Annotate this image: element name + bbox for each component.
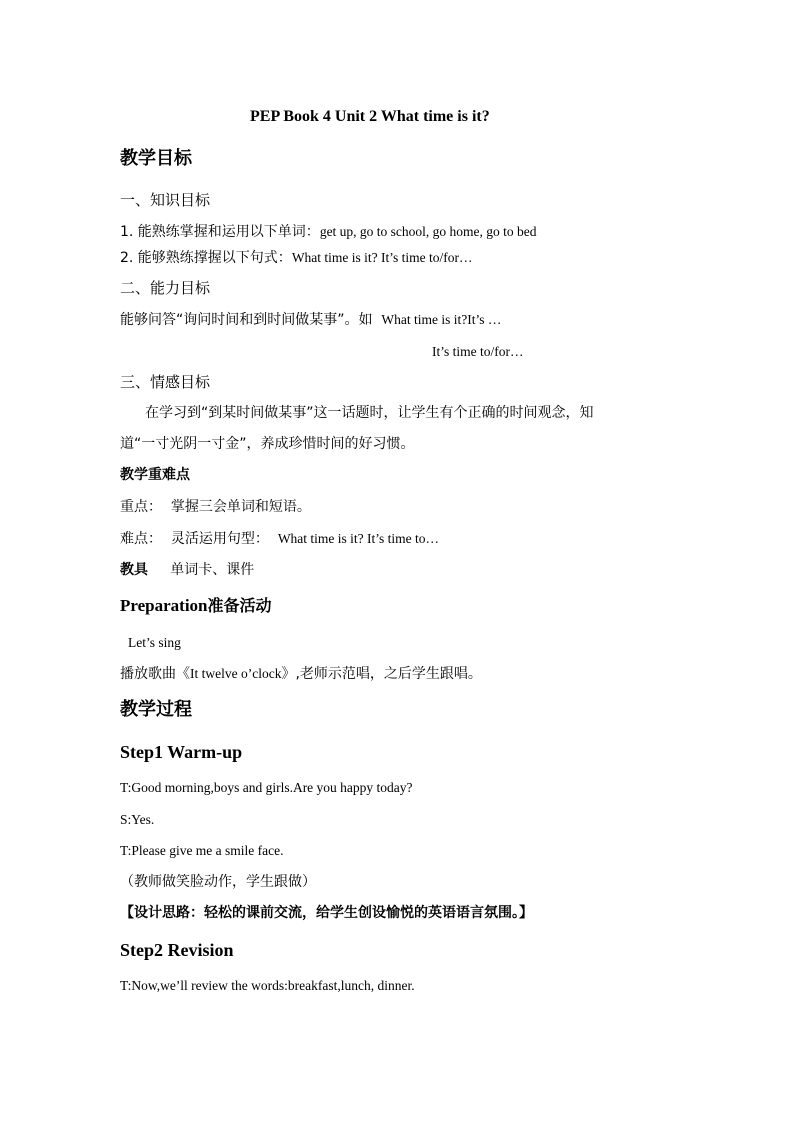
process-heading: 教学过程 [120,699,192,720]
emotion-heading: 三、情感目标 [120,373,211,391]
focus-line [120,497,311,517]
materials-text: 单词卡、课件 [170,562,255,578]
song-title: It twelve o’clock [190,666,282,681]
step1-heading: Step1 Warm-up [120,742,243,762]
preparation-heading-cn: 准备活动 [207,596,272,615]
step1-teacher-line: T:Good morning,boys and girls.Are you happy today? [120,780,413,795]
difficulty-label: 难点： [120,531,162,547]
difficulty-cn: 灵活运用句型： [170,531,269,547]
ability-heading: 二、能力目标 [120,279,211,297]
emotion-paragraph-line-2: 道“一寸光阴一寸金”，养成珍惜时间的好习惯。 [120,436,415,452]
step1-design-note: 【设计思路：轻松的课前交流，给学生创设愉悦的英语语言氛围。】 [120,905,533,921]
song-cn-2: 》,老师示范唱，之后学生跟唱。 [281,666,482,682]
knowledge-item-1-en: get up, go to school, go home, go to bed [319,224,537,239]
lets-sing: Let’s sing [128,635,181,650]
knowledge-item-2 [120,248,473,268]
objectives-heading: 教学目标 [120,148,192,169]
knowledge-item-1 [120,222,537,242]
materials-line [120,560,254,580]
ability-line-cn: 能够问答“询问时间和到时间做某事”。如 [120,312,373,328]
focus-text: 掌握三会单词和短语。 [170,499,311,515]
knowledge-item-2-cn: 2. 能够熟练撑握以下句式： [120,250,292,266]
song-cn-1: 播放歌曲《 [120,666,190,682]
ability-line-2: It’s time to/for… [432,344,524,359]
knowledge-heading: 一、知识目标 [120,191,211,209]
step1-note: （教师做笑脸动作，学生跟做） [120,874,316,890]
song-line [120,664,482,684]
preparation-heading [120,594,272,619]
ability-line-en: What time is it?It’s … [381,312,502,327]
knowledge-item-2-en: What time is it? It’s time to/for… [291,250,473,265]
step2-heading: Step2 Revision [120,940,234,960]
step2-teacher-line: T:Now,we’ll review the words:breakfast,lunch, dinner. [120,978,415,993]
knowledge-item-1-cn: 1. 能熟练掌握和运用以下单词： [120,224,320,240]
materials-label: 教具 [120,562,148,578]
key-points-heading: 教学重难点 [120,467,190,483]
document-title: PEP Book 4 Unit 2 What time is it? [250,108,490,125]
difficulty-en: What time is it? It’s time to… [277,531,440,546]
ability-line [120,310,501,330]
step1-teacher-line-2: T:Please give me a smile face. [120,843,284,858]
emotion-paragraph-line-1: 在学习到“到某时间做某事”这一话题时，让学生有个正确的时间观念，知 [145,405,594,421]
difficulty-line [120,529,439,549]
focus-label: 重点： [120,499,162,515]
preparation-heading-en: Preparation [120,596,208,615]
step1-student-line: S:Yes. [120,812,155,827]
